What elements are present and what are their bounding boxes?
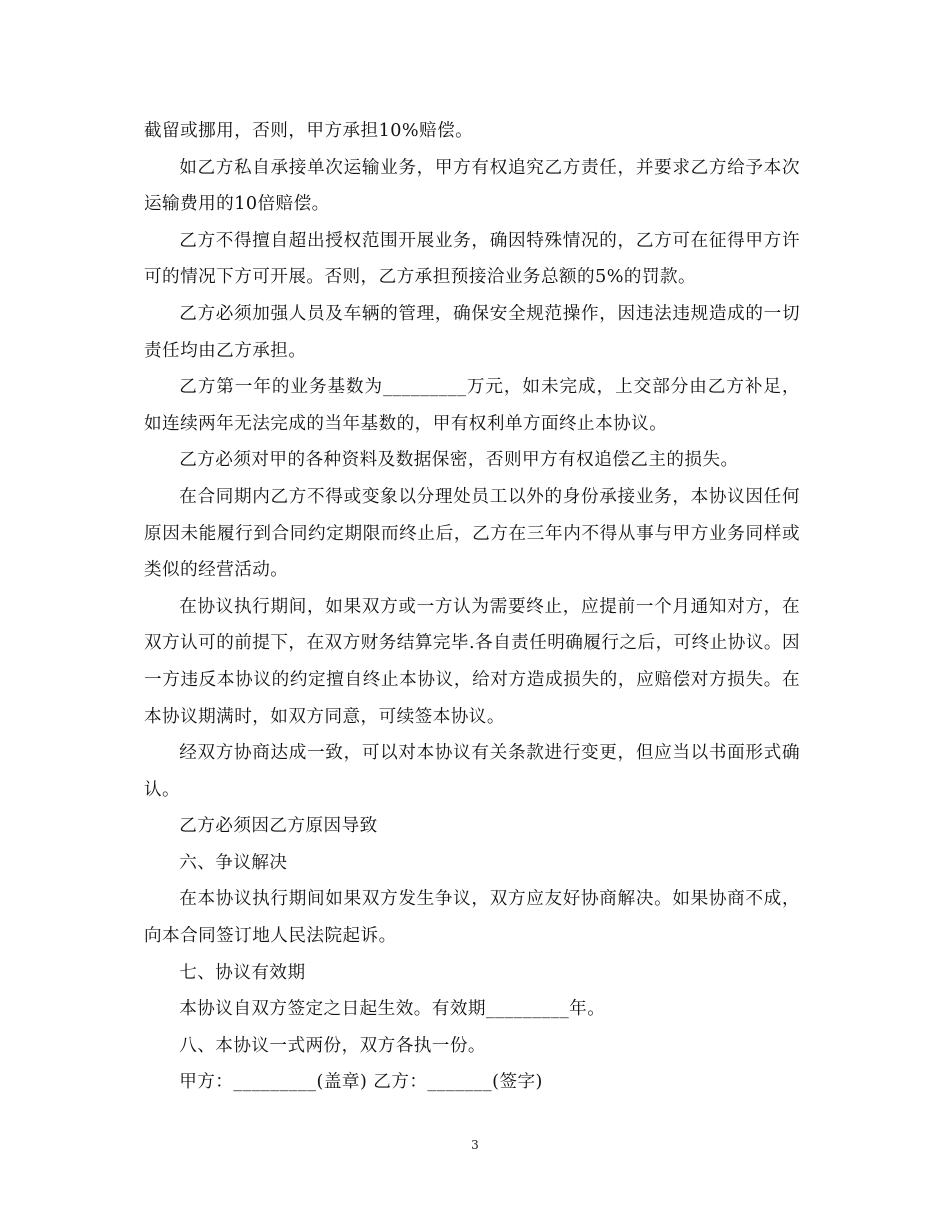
paragraph-confidentiality: 乙方必须对甲的各种资料及数据保密，否则甲方有权追偿乙主的损失。 [179, 450, 739, 471]
paragraph-private-transport: 如乙方私自承接单次运输业务，甲方有权追究乙方责任，并要求乙方给予本次运输费用的10倍赔偿。 [144, 157, 800, 215]
paragraph-validity-period: 本协议自双方签定之日起生效。有效期_________年。 [179, 999, 606, 1020]
paragraph-business-base: 乙方第一年的业务基数为_________万元，如未完成，上交部分由乙方补足，如连续两年无法完成的当年基数的，甲有权利单方面终止本协议。 [144, 377, 800, 434]
signature-line: 甲方：_________(盖章) 乙方：_______(签字) [179, 1072, 543, 1093]
section-heading-dispute-resolution: 六、争议解决 [179, 852, 288, 873]
paragraph-termination: 在协议执行期间，如果双方或一方认为需要终止，应提前一个月通知对方，在双方认可的前提下，在双方财务结算完毕.各自责任明确履行之后，可终止协议。因一方违反本协议的约定擅自终止本协议，给对方造成损失的，应赔偿对方损失。在本协议期满时，如双方同意，可续签本协议。 [144, 596, 800, 727]
page-number: 3 [471, 1138, 479, 1152]
paragraph-incomplete-clause: 乙方必须因乙方原因导致 [179, 816, 378, 837]
paragraph-non-compete: 在合同期内乙方不得或变象以分理处员工以外的身份承接业务，本协议因任何原因未能履行到合同约定期限而终止后，乙方在三年内不得从事与甲方业务同样或类似的经营活动。 [144, 486, 800, 581]
paragraph-authorization-scope: 乙方不得擅自超出授权范围开展业务，确因特殊情况的，乙方可在征得甲方许可的情况下方可开展。否则，乙方承担预接洽业务总额的5%的罚款。 [144, 230, 800, 288]
paragraph-safety-management: 乙方必须加强人员及车辆的管理，确保安全规范操作，因违法违规造成的一切责任均由乙方承担。 [144, 303, 800, 361]
paragraph-amendment: 经双方协商达成一致，可以对本协议有关条款进行变更，但应当以书面形式确认。 [144, 743, 800, 800]
paragraph-dispute-resolution: 在本协议执行期间如果双方发生争议，双方应友好协商解决。如果协商不成，向本合同签订地人民法院起诉。 [144, 889, 800, 947]
paragraph-compensation-10-percent: 截留或挪用，否则，甲方承担10%赔偿。 [144, 121, 474, 141]
section-heading-copies: 八、本协议一式两份，双方各执一份。 [179, 1035, 486, 1056]
document-body [144, 113, 800, 1101]
section-heading-validity-period: 七、协议有效期 [179, 962, 306, 983]
